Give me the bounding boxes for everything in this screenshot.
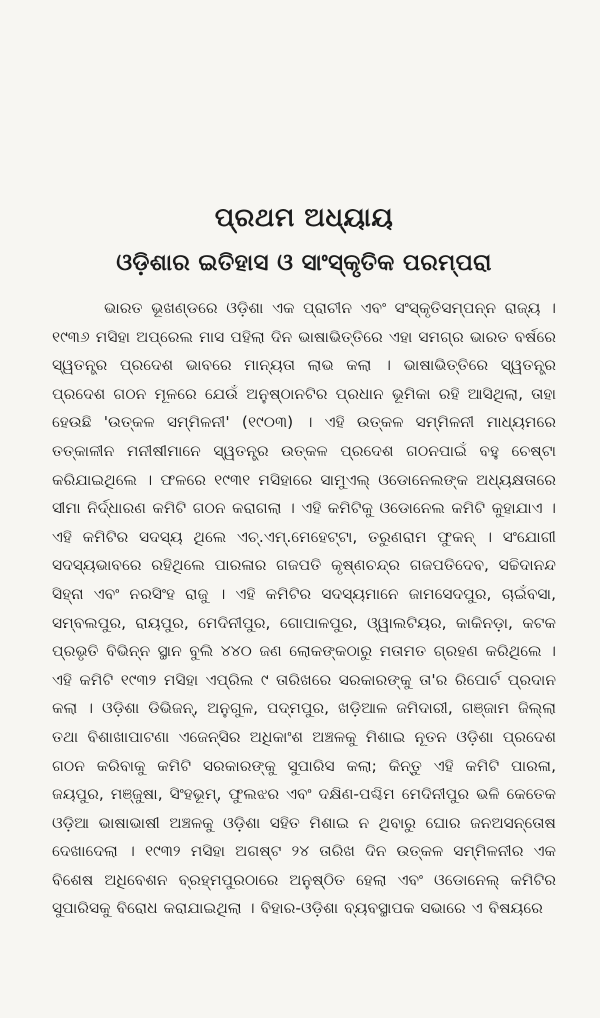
chapter-subtitle: ଓଡ଼ିଶାର ଇତିହାସ ଓ ସାଂସ୍କୃତିକ ପରମ୍ପରା bbox=[116, 250, 492, 276]
body-paragraph: ଭାରତ ଭୂଖଣ୍ଡରେ ଓଡ଼ିଶା ଏକ ପ୍ରାଚୀନ ଏବଂ ସଂସ୍କୃତିସମ୍ପନ୍ନ ରାଜ୍ୟ । ୧୯୩୬ ମସିହା ଅପ୍ରେଲ ମାସ ପହିଲା ଦିନ ଭାଷାଭିତ୍ତିରେ ଏହା ସମଗ୍ର ଭାରତ ବର୍ଷରେ ସ୍ୱତନ୍ତ୍ର ପ୍ରଦେଶ ଭାବରେ ମାନ୍ୟତା ଲାଭ କଲା । ଭାଷାଭିତ୍ତିରେ ସ୍ୱତନ୍ତ୍ର ପ୍ରଦେଶ ଗଠନ ମୂଳରେ ଯେଉଁ ଅନୁଷ୍ଠାନଟିର ପ୍ରଧାନ ଭୂମିକା ରହି ଆସିଥିଲା, ତାହା ହେଉଛି 'ଉତ୍କଳ ସମ୍ମିଳନୀ' (୧୯୦୩) । ଏହି ଉତ୍କଳ ସମ୍ମିଳନୀ ମାଧ୍ୟମରେ ତତ୍କାଳୀନ ମନୀଷୀମାନେ ସ୍ୱତନ୍ତ୍ର ଉତ୍କଳ ପ୍ରଦେଶ ଗଠନପାଇଁ ବହୁ ଚେଷ୍ଟା କରିଯାଇଥିଲେ । ଫଳରେ ୧୯୩୧ ମସିହାରେ ସାମୁଏଲ୍ ଓଡୋନେଲଙ୍କ ଅଧ୍ୟକ୍ଷତାରେ ସୀମା ନିର୍ଦ୍ଧାରଣ କମିଟି ଗଠନ କରାଗଲା । ଏହି କମିଟିକୁ ଓଡୋନେଲ କମିଟି କୁହାଯାଏ । ଏହି କମିଟିର ସଦସ୍ୟ ଥିଲେ ଏଚ୍.ଏମ୍.ମେହେଟ୍ଟା, ତରୁଣରାମ ଫୁକନ୍ । ସଂଯୋଗୀ ସଦସ୍ୟଭାବରେ ରହିଥିଲେ ପାରଳାର ଗଜପତି କୃଷ୍ଣଚନ୍ଦ୍ର ଗଜପତିଦେବ, ସଚ୍ଚିଦାନନ୍ଦ ସିହ୍ନା ଏବଂ ନରସିଂହ ରାଜୁ । ଏହି କମିଟିର ସଦସ୍ୟମାନେ ଜାମସେଦପୁର, ଚାଇଁବସା, ସମ୍ବଲପୁର, ରାୟପୁର, ମେଦିନୀପୁର, ଗୋପାଳପୁର, ଓ୍ୱାଲଟିୟର, କାକିନଡ଼ା, କଟକ ପ୍ରଭୃତି ବିଭିନ୍ନ ସ୍ଥାନ ବୁଲି ୪୪୦ ଜଣ ଲୋକଙ୍କଠାରୁ ମତାମତ ଗ୍ରହଣ କରିଥିଲେ । ଏହି କମିଟି ୧୯୩୨ ମସିହା ଏପ୍ରିଲ ୯ ତାରିଖରେ ସରକାରଙ୍କୁ ତା'ର ରିପୋର୍ଟ ପ୍ରଦାନ କଲା । ଓଡ଼ିଶା ଡିଭିଜନ୍, ଅନୁଗୁଳ, ପଦ୍ମପୁର, ଖଡ଼ିଆଳ ଜମିଦାରୀ, ଗଞ୍ଜାମ ଜିଲ୍ଲା ତଥା ବିଶାଖାପାଟଣା ଏଜେନ୍ସିର ଅଧିକାଂଶ ଅଞ୍ଚଳକୁ ମିଶାଇ ନୂତନ ଓଡ଼ିଶା ପ୍ରଦେଶ ଗଠନ କରିବାକୁ କମିଟି ସରକାରଙ୍କୁ ସୁପାରିସ କଲା; କିନ୍ତୁ ଏହି କମିଟି ପାରଳା, ଜୟପୁର, ମଞ୍ଜୁଷା, ସିଂହଭୂମ୍, ଫୁଲଝର ଏବଂ ଦକ୍ଷିଣ-ପଶ୍ଚିମ ମେଦିନୀପୁର ଭଳି କେତେକ ଓଡ଼ିଆ ଭାଷାଭାଷୀ ଅଞ୍ଚଳକୁ ଓଡ଼ିଶା ସହିତ ମିଶାଇ ନ ଥିବାରୁ ଘୋର ଜନଅସନ୍ତୋଷ ଦେଖାଦେଲା । ୧୯୩୨ ମସିହା ଅଗଷ୍ଟ ୨୪ ତାରିଖ ଦିନ ଉତ୍କଳ ସମ୍ମିଳନୀର ଏକ ବିଶେଷ ଅଧିବେଶନ ବ୍ରହ୍ମପୁରଠାରେ ଅନୁଷ୍ଠିତ ହେଲା ଏବଂ ଓଡୋନେଲ୍ କମିଟିର ସୁପାରିସକୁ ବିରୋଧ କରାଯାଇଥିଲା । ବିହାର-ଓଡ଼ିଶା ବ୍ୟବସ୍ଥାପକ ସଭାରେ ଏ ବିଷୟରେ bbox=[52, 299, 556, 918]
chapter-title: ପ୍ରଥମ ଅଧ୍ୟାୟ bbox=[214, 203, 394, 233]
